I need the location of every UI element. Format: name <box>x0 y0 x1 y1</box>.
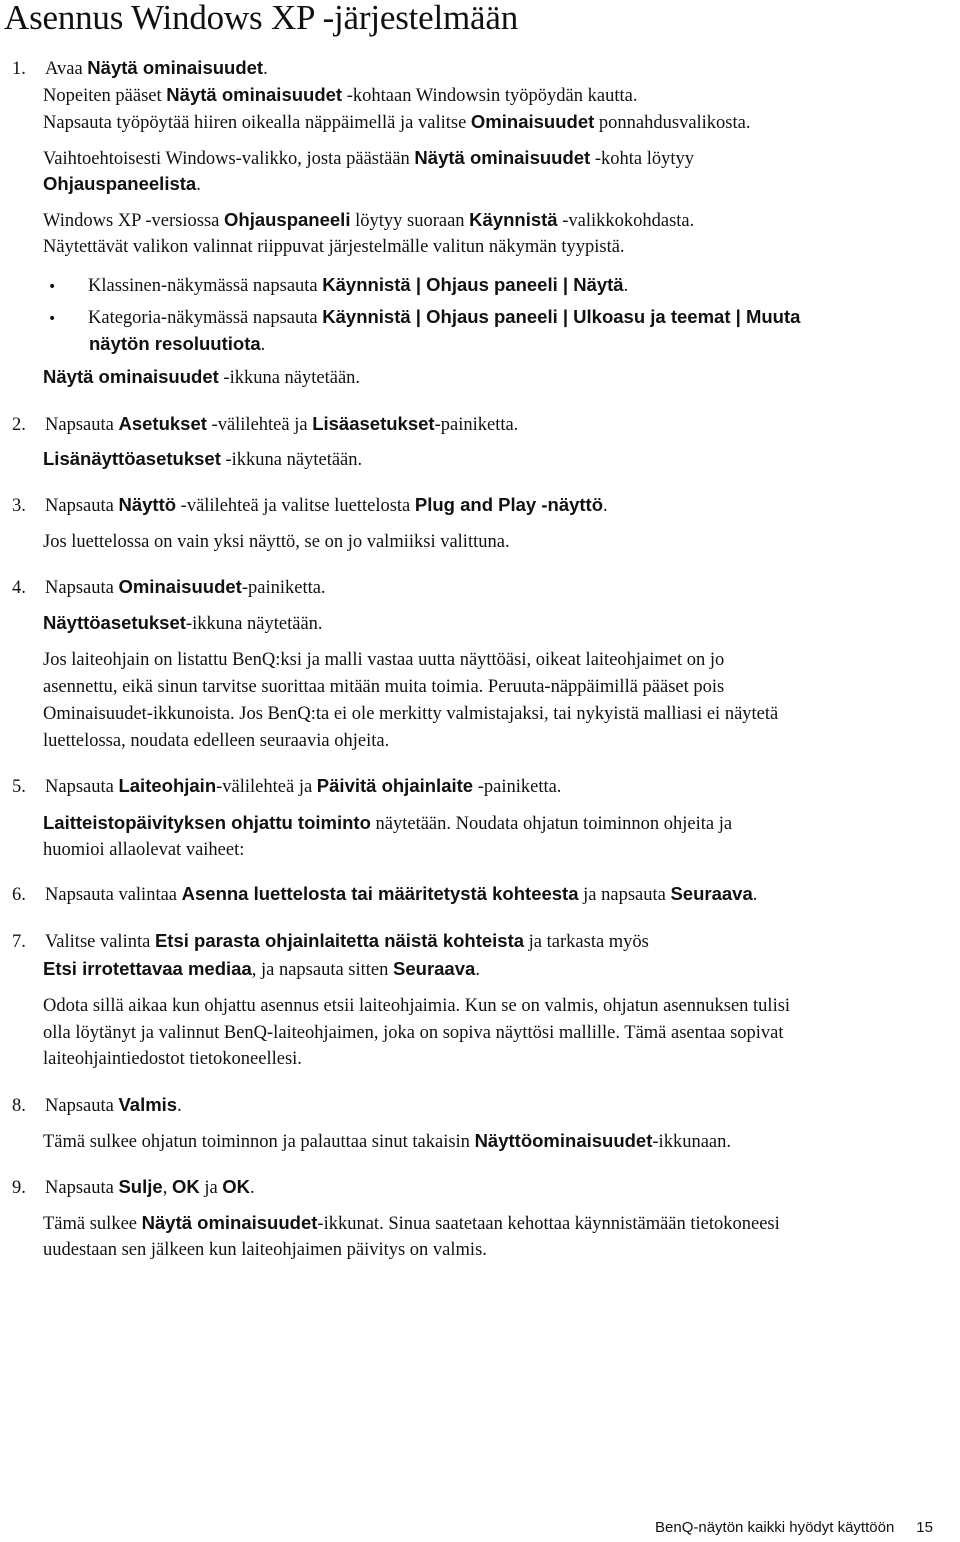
step-number: 3. <box>12 496 26 516</box>
step-2-heading: 2. Napsauta Asetukset -välilehteä ja Lisäasetukset-painiketta. <box>12 413 519 435</box>
page-title: Asennus Windows XP -järjestelmään <box>4 0 518 37</box>
step-6-heading: 6. Napsauta valintaa Asenna luettelosta tai määritetystä kohteesta ja napsauta Seuraava. <box>12 883 758 905</box>
step-number: 1. <box>12 59 26 79</box>
step-7-paragraph: Odota sillä aikaa kun ohjattu asennus etsii laiteohjaimia. Kun se on valmis, ohjatun asennuksen tulisi <box>43 996 791 1016</box>
step-4-paragraph: luettelossa, noudata edelleen seuraavia ohjeita. <box>43 731 390 751</box>
bullet-icon: • <box>48 279 57 295</box>
step-7-heading: 7. Valitse valinta Etsi parasta ohjainlaitetta näistä kohteista ja tarkasta myös <box>12 930 649 952</box>
step-8-heading: 8. Napsauta Valmis. <box>12 1094 182 1116</box>
step-1-text: Windows XP -versiossa Ohjauspaneeli löytyy suoraan Käynnistä -valikkokohdasta. <box>43 209 695 231</box>
step-1-result: Näytä ominaisuudet -ikkuna näytetään. <box>43 366 361 388</box>
step-number: 9. <box>12 1178 26 1198</box>
step-number: 5. <box>12 777 26 797</box>
bullet-icon: • <box>48 311 57 327</box>
step-4-result: Näyttöasetukset-ikkuna näytetään. <box>43 612 323 634</box>
step-number: 7. <box>12 932 26 952</box>
step-7-text: Etsi irrotettavaa mediaa, ja napsauta sitten Seuraava. <box>43 958 480 980</box>
step-1-text: Ohjauspaneelista. <box>43 173 201 195</box>
step-4-paragraph: asennettu, eikä sinun tarvitse suorittaa mitään muita toimia. Peruuta-näppäimillä pääset pois <box>43 677 725 697</box>
step-number: 4. <box>12 578 26 598</box>
page-number: 15 <box>916 1519 933 1536</box>
step-4-paragraph: Jos laiteohjain on listattu BenQ:ksi ja malli vastaa uutta näyttöäsi, oikeat laiteohjaimet on jo <box>43 650 725 670</box>
step-1-heading: 1. Avaa Näytä ominaisuudet. <box>12 57 268 79</box>
step-1-text: Näytettävät valikon valinnat riippuvat järjestelmälle valitun näkymän tyypistä. <box>43 237 625 257</box>
step-1-text: Nopeiten pääset Näytä ominaisuudet -kohtaan Windowsin työpöydän kautta. <box>43 84 638 106</box>
footer-text: BenQ-näytön kaikki hyödyt käyttöön <box>655 1519 895 1536</box>
step-7-paragraph: laiteohjaintiedostot tietokoneellesi. <box>43 1049 302 1069</box>
bullet-item-continued: näytön resoluutiota. <box>89 333 266 355</box>
step-9-heading: 9. Napsauta Sulje, OK ja OK. <box>12 1176 255 1198</box>
step-number: 8. <box>12 1096 26 1116</box>
step-3-heading: 3. Napsauta Näyttö -välilehteä ja valitse luettelosta Plug and Play -näyttö. <box>12 494 608 516</box>
step-number: 2. <box>12 415 26 435</box>
step-1-text: Napsauta työpöytää hiiren oikealla näppäimellä ja valitse Ominaisuudet ponnahdusvalikosta. <box>43 111 751 133</box>
step-2-result: Lisänäyttöasetukset -ikkuna näytetään. <box>43 448 363 470</box>
step-1-text: Vaihtoehtoisesti Windows-valikko, josta päästään Näytä ominaisuudet -kohta löytyy <box>43 147 695 169</box>
step-9-text: Tämä sulkee Näytä ominaisuudet-ikkunat. Sinua saatetaan kehottaa käynnistämään tietokoneesi <box>43 1212 780 1234</box>
step-5-heading: 5. Napsauta Laiteohjain-välilehteä ja Päivitä ohjainlaite -painiketta. <box>12 775 562 797</box>
step-7-paragraph: olla löytänyt ja valinnut BenQ-laiteohjaimen, joka on sopiva näyttösi mallille. Tämä asentaa sopivat <box>43 1023 784 1043</box>
step-9-text: uudestaan sen jälkeen kun laiteohjaimen päivitys on valmis. <box>43 1240 487 1260</box>
step-5-text: Laitteistopäivityksen ohjattu toiminto näytetään. Noudata ohjatun toiminnon ohjeita ja <box>43 812 733 834</box>
page-footer <box>655 1518 933 1538</box>
step-8-text: Tämä sulkee ohjatun toiminnon ja palauttaa sinut takaisin Näyttöominaisuudet-ikkunaan. <box>43 1130 731 1152</box>
step-number: 6. <box>12 885 26 905</box>
bullet-item: • Klassinen-näkymässä napsauta Käynnistä | Ohjaus paneeli | Näytä. <box>48 273 628 299</box>
step-3-text: Jos luettelossa on vain yksi näyttö, se on jo valmiiksi valittuna. <box>43 532 510 552</box>
step-4-heading: 4. Napsauta Ominaisuudet-painiketta. <box>12 576 326 598</box>
step-5-text: huomioi allaolevat vaiheet: <box>43 840 245 860</box>
step-4-paragraph: Ominaisuudet-ikkunoista. Jos BenQ:ta ei ole merkitty valmistajaksi, tai nykyistä malliasi ei näytetä <box>43 704 779 724</box>
bullet-item: • Kategoria-näkymässä napsauta Käynnistä | Ohjaus paneeli | Ulkoasu ja teemat | Muuta <box>48 305 800 331</box>
